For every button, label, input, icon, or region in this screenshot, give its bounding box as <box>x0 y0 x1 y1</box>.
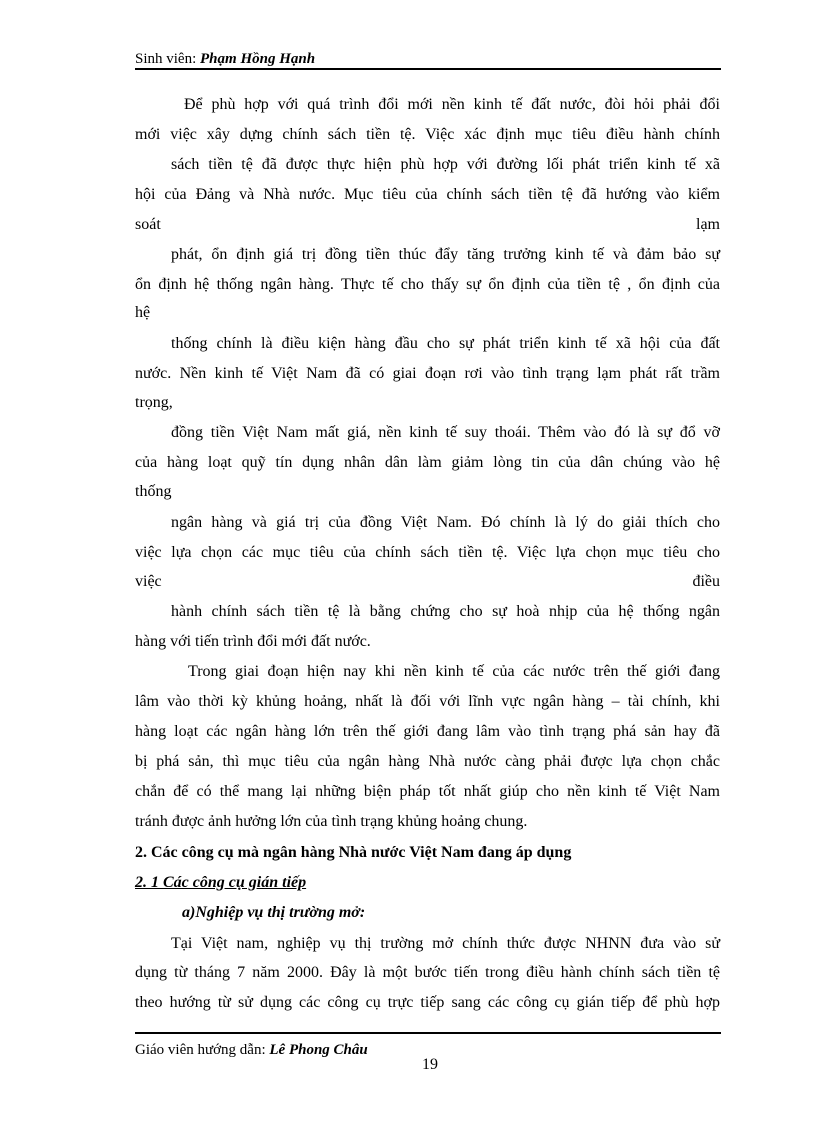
text-line: điều <box>692 573 720 590</box>
text-line: Tại Việt nam, nghiệp vụ thị trường mở chính thức được NHNN đưa vào sử <box>171 935 720 952</box>
teacher-name: Lê Phong Châu <box>269 1042 368 1058</box>
footer-label: Giáo viên hướng dẫn: <box>135 1042 266 1058</box>
text-line: hàng loạt các ngân hàng lớn trên thế giới đang lâm vào tình trạng phá sản hay đã <box>135 723 720 740</box>
text-line: dụng từ tháng 7 năm 2000. Đây là một bước tiến trong điều hành chính sách tiền tệ <box>135 964 720 981</box>
text-line: chắn để có thể mang lại những biện pháp tốt nhất giúp cho nền kinh tế Việt Nam <box>135 783 720 800</box>
text-line: lạm <box>696 216 720 233</box>
header-label: Sinh viên: <box>135 51 197 67</box>
student-name: Phạm Hồng Hạnh <box>200 51 316 67</box>
text-line: sách tiền tệ đã được thực hiện phù hợp với đường lối phát triển kinh tế xã <box>171 156 720 173</box>
text-line: hành chính sách tiền tệ là bằng chứng cho sự hoà nhịp của hệ thống ngân <box>171 603 720 620</box>
text-line: Trong giai đoạn hiện nay khi nền kinh tế của các nước trên thế giới đang <box>188 663 720 680</box>
page-number: 19 <box>422 1056 438 1073</box>
text-line: hệ <box>135 304 151 321</box>
text-line: hội của Đảng và Nhà nước. Mục tiêu của chính sách tiền tệ đã hướng vào kiểm <box>135 186 720 203</box>
text-line: việc <box>135 573 162 590</box>
text-line: Để phù hợp với quá trình đổi mới nền kinh tế đất nước, đòi hỏi phải đổi <box>184 96 720 113</box>
text-line: nước. Nền kinh tế Việt Nam đã có giai đoạn rơi vào tình trạng lạm phát rất trầm <box>135 365 720 382</box>
text-line: soát <box>135 216 161 233</box>
subsection-heading: 2. 1 Các công cụ gián tiếp <box>135 874 307 891</box>
text-line: thống chính là điều kiện hàng đầu cho sự phát triển kinh tế xã hội của đất <box>171 335 720 352</box>
text-line: tránh được ảnh hưởng lớn của tình trạng khủng hoảng chung. <box>135 813 528 830</box>
text-line: thống <box>135 483 172 500</box>
text-line: phát, ổn định giá trị đồng tiền thúc đẩy tăng trưởng kinh tế và đảm bảo sự <box>171 246 720 263</box>
section-heading: 2. Các công cụ mà ngân hàng Nhà nước Việt Nam đang áp dụng <box>135 844 572 861</box>
text-line: ổn định hệ thống ngân hàng. Thực tế cho thấy sự ổn định của tiền tệ , ổn định của <box>135 276 720 293</box>
item-heading: a)Nghiệp vụ thị trường mở: <box>182 904 366 921</box>
text-line: việc lựa chọn các mục tiêu của chính sách tiền tệ. Việc lựa chọn mục tiêu cho <box>135 544 720 561</box>
page-header <box>135 49 720 69</box>
text-line: ngân hàng và giá trị của đồng Việt Nam. Đó chính là lý do giải thích cho <box>171 514 720 531</box>
text-line: theo hướng từ sử dụng các công cụ trực tiếp sang các công cụ gián tiếp để phù hợp <box>135 994 720 1011</box>
text-line: mới việc xây dựng chính sách tiền tệ. Việc xác định mục tiêu điều hành chính <box>135 126 720 143</box>
text-line: bị phá sản, thì mục tiêu của ngân hàng Nhà nước càng phải được lựa chọn chắc <box>135 753 720 770</box>
text-line: của hàng loạt quỹ tín dụng nhân dân làm giảm lòng tin của dân chúng vào hệ <box>135 454 720 471</box>
footer-rule <box>135 1032 721 1034</box>
text-line: đồng tiền Việt Nam mất giá, nền kinh tế suy thoái. Thêm vào đó là sự đổ vỡ <box>171 424 720 441</box>
text-line: hàng với tiến trình đổi mới đất nước. <box>135 633 371 650</box>
text-line: lâm vào thời kỳ khủng hoảng, nhất là đối với lĩnh vực ngân hàng – tài chính, khi <box>135 693 720 710</box>
header-rule <box>135 68 721 70</box>
text-line: trọng, <box>135 394 173 411</box>
